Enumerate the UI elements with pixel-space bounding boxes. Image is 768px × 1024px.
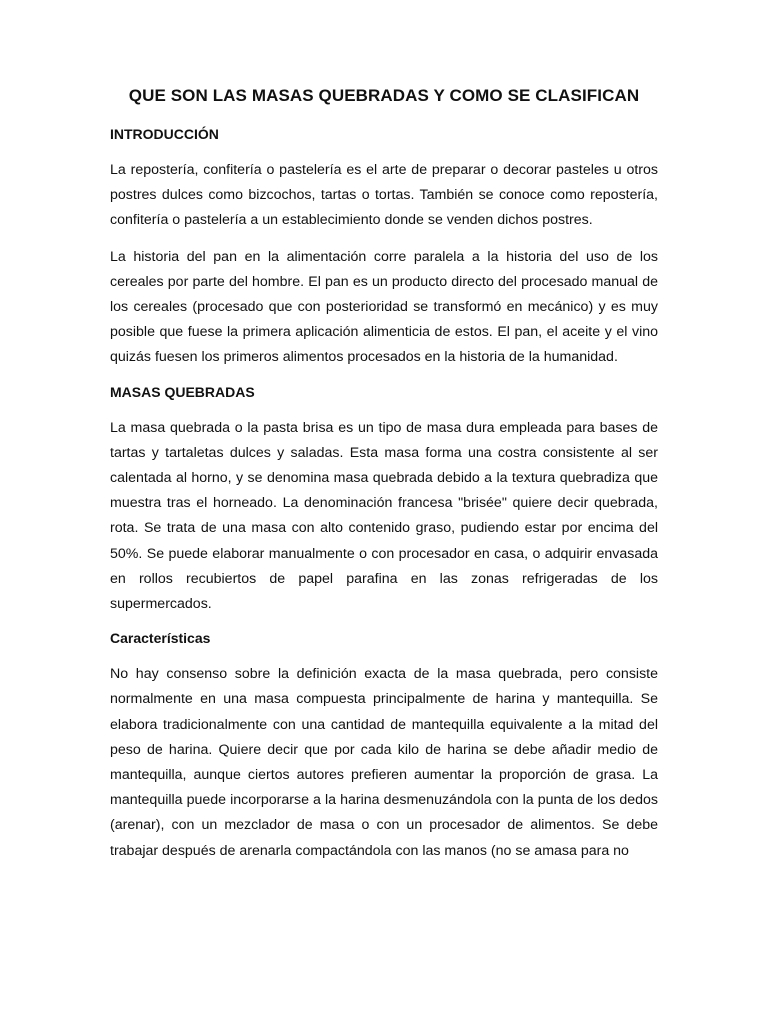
document-title: QUE SON LAS MASAS QUEBRADAS Y COMO SE CLASIFICAN (128, 86, 640, 105)
paragraph-caracteristicas-1: No hay consenso sobre la definición exacta de la masa quebrada, pero consiste normalmente en una masa compuesta principalmente de harina y mantequilla. Se elabora tradicionalmente con una cantidad de mantequilla equivalente a la mitad del peso de harina. Quiere decir que por cada kilo de harina se debe añadir medio de mantequilla, aunque ciertos autores prefieren aumentar la proporción de grasa. La mantequilla puede incorporarse a la harina desmenuzándola con la punta de los dedos (arenar), con un mezclador de masa o con un procesador de alimentos. Se debe trabajar después de arenarla compactándola con las manos (no se amasa para no (110, 666, 658, 859)
paragraph-masas-quebradas-1: La masa quebrada o la pasta brisa es un tipo de masa dura empleada para bases de tartas y tartaletas dulces y saladas. Esta masa forma una costra consistente al ser calentada al horno, y se denomina masa quebrada debido a la textura quebradiza que muestra tras el horneado. La denominación francesa "brisée" quiere decir quebrada, rota. Se trata de una masa con alto contenido graso, pudiendo estar por encima del 50%. Se puede elaborar manualmente o con procesador en casa, o adquirir envasada en rollos recubiertos de papel parafina en las zonas refrigeradas de los supermercados. (110, 419, 658, 613)
section-heading-caracteristicas: Características (110, 630, 211, 647)
paragraph-introduccion-1: La repostería, confitería o pastelería es el arte de preparar o decorar pasteles u otros postres dulces como bizcochos, tartas o tortas. También se conoce como repostería, confitería o pastelería a un establecimiento donde se venden dichos postres. (110, 162, 658, 229)
section-heading-introduccion: INTRODUCCIÓN (110, 126, 219, 142)
document-page (110, 84, 658, 864)
paragraph-introduccion-2: La historia del pan en la alimentación corre paralela a la historia del uso de los cereales por parte del hombre. El pan es un producto directo del procesado manual de los cereales (procesado que con posterioridad se transformó en mecánico) y es muy posible que fuese la primera aplicación alimenticia de estos. El pan, el aceite y el vino quizás fuesen los primeros alimentos procesados en la historia de la humanidad. (110, 248, 658, 366)
section-heading-masas-quebradas: MASAS QUEBRADAS (110, 383, 255, 400)
